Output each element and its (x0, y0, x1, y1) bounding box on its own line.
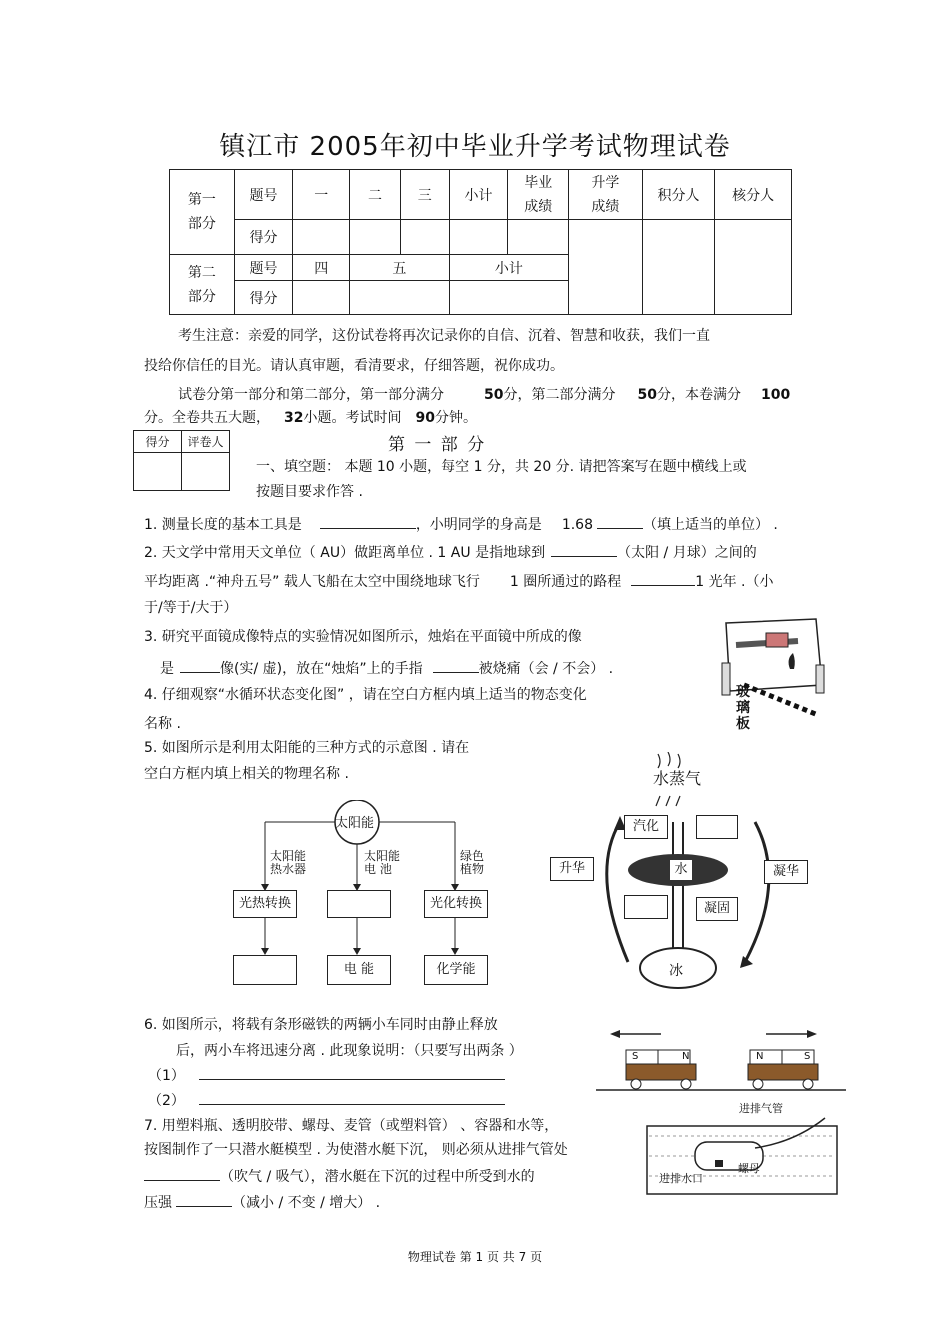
question-5: 5. 如图所示是利用太阳能的三种方式的示意图 . 请在 (144, 740, 470, 756)
vaporize-box: 汽化 (624, 815, 668, 839)
nut-label: 螺母 (738, 1162, 760, 1175)
q2-blank-2[interactable] (631, 571, 695, 586)
q6-blank-1[interactable] (199, 1065, 505, 1080)
q7-blank-2[interactable] (176, 1192, 232, 1207)
water-label: 水 (670, 860, 692, 880)
magnet-s-1: S (632, 1051, 639, 1062)
score-table (169, 169, 792, 315)
q2-blank-1[interactable] (551, 542, 617, 557)
grader-table (133, 430, 230, 491)
col-scorer: 积分人 (642, 170, 715, 220)
freeze-box: 凝固 (696, 897, 738, 921)
section1-line1: 一、填空题： 本题 10 小题，每空 1 分，共 20 分. 请把答案写在题中横线上或 (256, 459, 747, 475)
question-4: 4. 仔细观察“水循环状态变化图” ，请在空白方框内填上适当的物态变化 (144, 687, 587, 703)
col-subtotal-2: 小计 (449, 255, 568, 281)
solar-box-result-blank[interactable] (233, 955, 297, 985)
col-checker: 核分人 (715, 170, 792, 220)
glass-label: 玻 璃 板 (736, 684, 750, 732)
desublimation-box: 凝华 (764, 860, 808, 884)
section1-line2: 按题目要求作答 . (256, 484, 363, 500)
col-3: 三 (400, 170, 449, 220)
magnet-s-2: S (804, 1051, 811, 1062)
col-subtotal: 小计 (449, 170, 508, 220)
notice-line4: 分。全卷共五大题， 32小题。考试时间 90分钟。 (144, 410, 477, 426)
exam-title: 镇江市 2005年初中毕业升学考试物理试卷 (219, 132, 731, 162)
q7-blank-1[interactable] (144, 1166, 220, 1181)
ice-label: 冰 (669, 963, 683, 979)
solar-center: 太阳能 (335, 816, 375, 831)
water-blank-box-1[interactable] (696, 815, 738, 839)
solar-box-photochemical: 光化转换 (424, 890, 488, 918)
q3-blank-2[interactable] (433, 658, 479, 673)
question-6: 6. 如图所示，将载有条形磁铁的两辆小车同时由静止释放 (144, 1017, 498, 1033)
part1-label: 第一 部分 (170, 170, 235, 255)
col-1: 一 (293, 170, 350, 220)
grader-name-label: 评卷人 (182, 431, 230, 453)
solar-label-3: 绿色 植物 (460, 849, 485, 876)
col-4: 四 (293, 255, 350, 281)
part-one-heading: 第 一 部 分 (388, 435, 487, 455)
solar-box-photothermal: 光热转换 (233, 890, 297, 918)
mirror-experiment-figure (706, 615, 836, 733)
notice-line3: 试卷分第一部分和第二部分，第一部分满分 50分，第二部分满分 50分，本卷满分 100 (178, 387, 791, 403)
col-admission: 升学 成绩 (569, 170, 643, 220)
defen-label: 得分 (234, 220, 293, 255)
magnet-n-2: N (756, 1051, 764, 1062)
steam-label: 水蒸气 (653, 769, 702, 788)
q1-blank-2[interactable] (597, 514, 643, 529)
question-2: 2. 天文学中常用天文单位（ AU）做距离单位 . 1 AU 是指地球到 （太阳 / 月球）之间的 (144, 542, 757, 562)
tihao-label-2: 题号 (234, 255, 293, 281)
q3-blank-1[interactable] (180, 658, 220, 673)
grader-score-label: 得分 (134, 431, 182, 453)
solar-box-electric: 电 能 (327, 955, 391, 985)
q1-blank-1[interactable] (320, 514, 416, 529)
tihao-label: 题号 (234, 170, 293, 220)
magnet-n-1: N (682, 1051, 690, 1062)
inlet-label: 进排水口 (659, 1172, 703, 1185)
col-graduate: 毕业 成绩 (508, 170, 569, 220)
pipe-label: 进排气管 (739, 1102, 783, 1115)
question-7: 7. 用塑料瓶、透明胶带、螺母、麦管（或塑料管） 、容器和水等， (144, 1118, 559, 1134)
water-blank-box-2[interactable] (624, 895, 668, 919)
question-1: 1. 测量长度的基本工具是 ，小明同学的身高是 1.68 （填上适当的单位） . (144, 514, 778, 534)
notice-line2: 投给你信任的目光。请认真审题，看清要求，仔细答题，祝你成功。 (144, 358, 564, 374)
part2-label: 第二 部分 (170, 255, 235, 315)
page-footer: 物理试卷 第 1 页 共 7 页 (407, 1250, 543, 1264)
notice-line1: 考生注意：亲爱的同学，这份试卷将再次记录你的自信、沉着、智慧和收获，我们一直 (178, 328, 710, 344)
solar-box-chemical: 化学能 (424, 955, 488, 985)
q6-blank-2[interactable] (199, 1090, 505, 1105)
sublimation-box: 升华 (550, 857, 594, 881)
defen-label-2: 得分 (234, 281, 293, 315)
col-2: 二 (350, 170, 401, 220)
solar-label-1: 太阳能 热水器 (270, 849, 307, 876)
col-5: 五 (350, 255, 450, 281)
solar-box-blank[interactable] (327, 890, 391, 918)
solar-label-2: 太阳能 电 池 (364, 849, 401, 876)
question-3: 3. 研究平面镜成像特点的实验情况如图所示，烛焰在平面镜中所成的像 (144, 629, 582, 645)
